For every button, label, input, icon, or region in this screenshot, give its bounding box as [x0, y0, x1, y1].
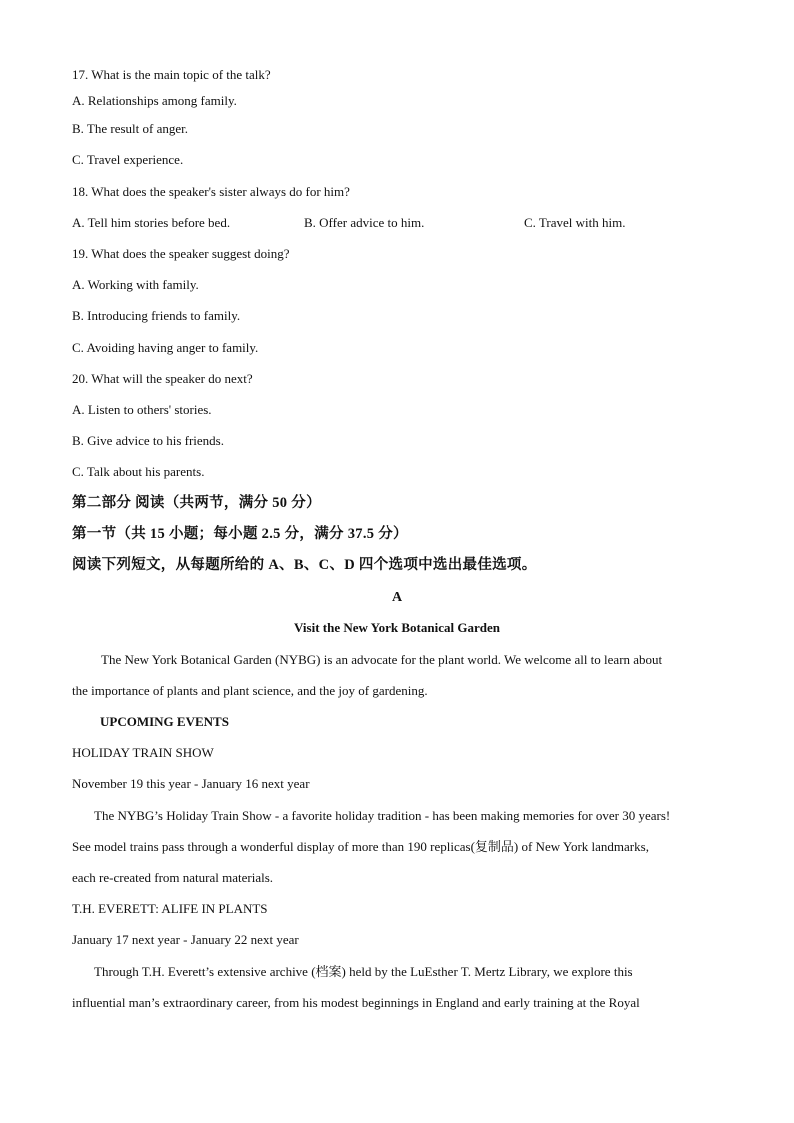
event-2-description-line-1: Through T.H. Everett’s extensive archive (档案) held by the LuEsther T. Mertz Library, we explore this — [94, 964, 633, 979]
event-1-description-line-1: The NYBG’s Holiday Train Show - a favorite holiday tradition - has been making memories for over 30 years! — [94, 808, 671, 823]
event-2-name: T.H. EVERETT: ALIFE IN PLANTS — [72, 901, 268, 916]
option-17-c: C. Travel experience. — [72, 152, 184, 167]
instructions: 阅读下列短文，从每题所给的 A、B、C、D 四个选项中选出最佳选项。 — [72, 557, 537, 573]
event-1-name: HOLIDAY TRAIN SHOW — [72, 745, 214, 760]
option-17-b: B. The result of anger. — [72, 121, 189, 136]
event-1-description-line-3: each re-created from natural materials. — [72, 870, 274, 885]
passage-letter: A — [391, 590, 403, 605]
event-1-description-line-2: See model trains pass through a wonderful display of more than 190 replicas(复制品) of New York landmarks, — [72, 839, 649, 854]
intro-paragraph-line-1: The New York Botanical Garden (NYBG) is an advocate for the plant world. We welcome all to learn about — [101, 652, 663, 667]
event-2-dates: January 17 next year - January 22 next year — [72, 932, 299, 947]
option-18-c: C. Travel with him. — [524, 215, 626, 230]
option-17-a: A. Relationships among family. — [72, 93, 237, 108]
question-20: 20. What will the speaker do next? — [72, 371, 253, 386]
option-18-a: A. Tell him stories before bed. — [72, 215, 231, 230]
part-heading: 第二部分 阅读（共两节，满分 50 分） — [72, 495, 321, 511]
option-19-c: C. Avoiding having anger to family. — [72, 340, 259, 355]
option-19-a: A. Working with family. — [72, 277, 199, 292]
events-heading: UPCOMING EVENTS — [100, 714, 229, 729]
passage-title: Visit the New York Botanical Garden — [294, 620, 500, 635]
event-1-dates: November 19 this year - January 16 next year — [72, 776, 310, 791]
question-19: 19. What does the speaker suggest doing? — [72, 246, 290, 261]
event-2-description-line-2: influential man’s extraordinary career, from his modest beginnings in England and early training at the Royal — [72, 995, 640, 1010]
option-20-b: B. Give advice to his friends. — [72, 433, 224, 448]
option-19-b: B. Introducing friends to family. — [72, 308, 241, 323]
section-heading: 第一节（共 15 小题；每小题 2.5 分，满分 37.5 分） — [72, 526, 408, 542]
option-20-c: C. Talk about his parents. — [72, 464, 205, 479]
question-18: 18. What does the speaker's sister always do for him? — [72, 184, 350, 199]
option-18-b: B. Offer advice to him. — [304, 215, 425, 230]
question-17: 17. What is the main topic of the talk? — [72, 67, 271, 82]
option-20-a: A. Listen to others' stories. — [72, 402, 212, 417]
intro-paragraph-line-2: the importance of plants and plant science, and the joy of gardening. — [72, 683, 428, 698]
